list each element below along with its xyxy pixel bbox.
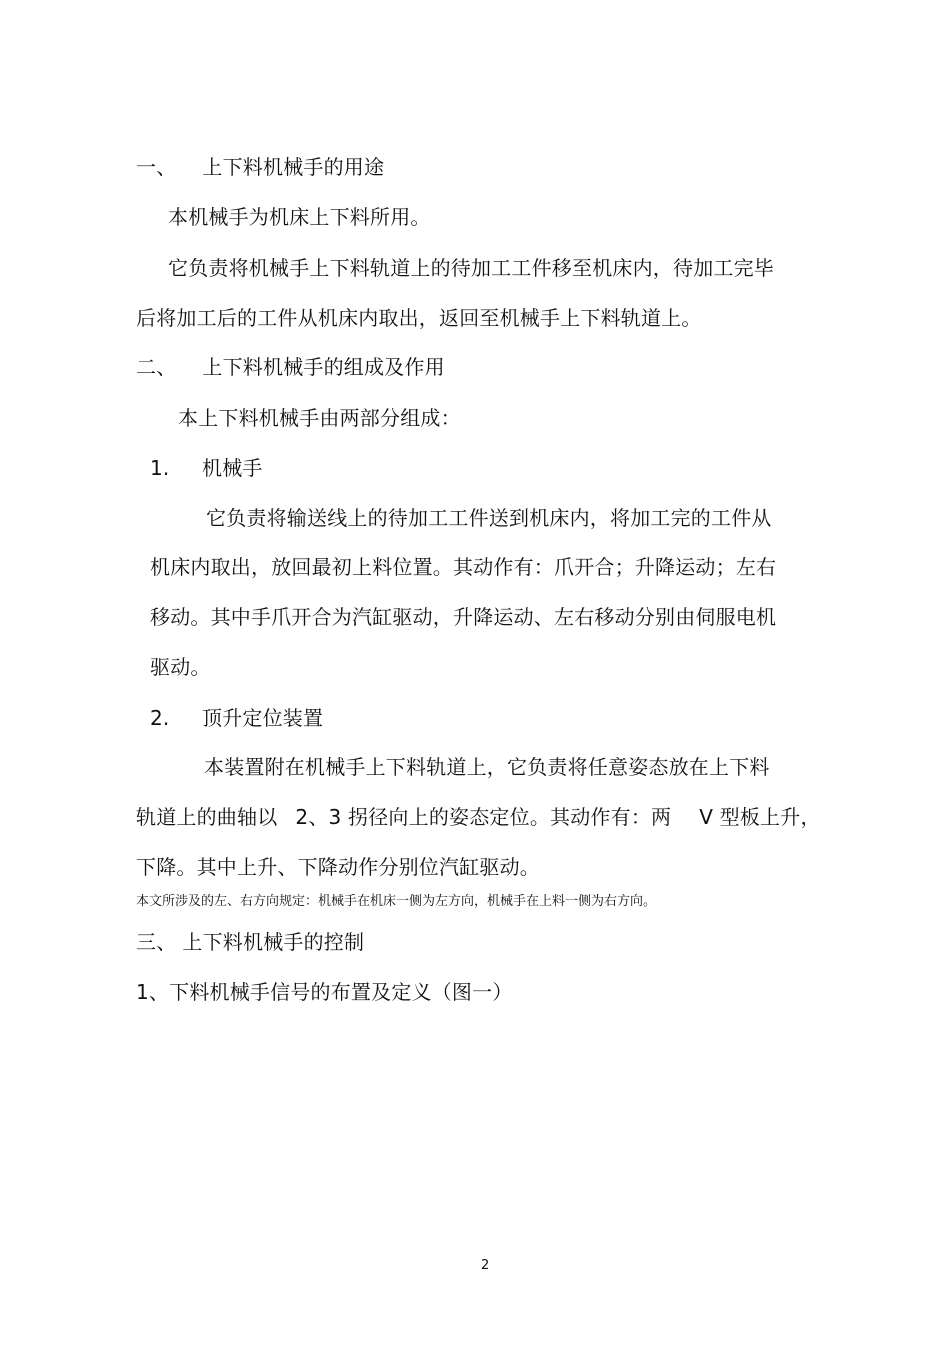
- item1-line4: 驱动。: [150, 655, 211, 679]
- item1-line1: 它负责将输送线上的待加工工件送到机床内，将加工完的工件从: [206, 506, 772, 530]
- section1-title: 上下料机械手的用途: [202, 155, 385, 179]
- page-number: 2: [481, 1258, 490, 1273]
- section1-heading: [136, 153, 384, 181]
- section3-sub1: 1、下料机械手信号的布置及定义（图一）: [136, 980, 513, 1004]
- item2-line2-part-a: 轨道上的曲轴以: [136, 805, 278, 829]
- section1-para2-line2: 后将加工后的工件从机床内取出，返回至机械手上下料轨道上。: [136, 306, 702, 330]
- section2-intro: 本上下料机械手由两部分组成：: [178, 406, 461, 430]
- item2-line2-part-b: 2、3 拐径向上的姿态定位。其动作有：两: [295, 805, 672, 829]
- item2-line2-part-c: V 型板上升，: [699, 805, 821, 829]
- section1-para1: 本机械手为机床上下料所用。: [168, 205, 431, 229]
- section1-para2-line1: 它负责将机械手上下料轨道上的待加工工件移至机床内，待加工完毕: [168, 256, 774, 280]
- direction-note: 本文所涉及的左、右方向规定：机械手在机床一侧为左方向，机械手在上料一侧为右方向。: [136, 894, 657, 909]
- section3-heading: [136, 928, 364, 956]
- section3-number: 三、: [136, 930, 177, 954]
- item1-line3: 移动。其中手爪开合为汽缸驱动，升降运动、左右移动分别由伺服电机: [150, 605, 777, 629]
- section2-number: 二、: [136, 355, 177, 379]
- item2-line3: 下降。其中上升、下降动作分别位汽缸驱动。: [136, 855, 540, 879]
- item2-heading: [150, 704, 323, 732]
- item1-title: 机械手: [202, 456, 263, 480]
- section2-title: 上下料机械手的组成及作用: [202, 355, 445, 379]
- item2-title: 顶升定位装置: [202, 706, 324, 730]
- item2-line1: 本装置附在机械手上下料轨道上，它负责将任意姿态放在上下料: [204, 755, 770, 779]
- item1-line2: 机床内取出，放回最初上料位置。其动作有：爪开合；升降运动；左右: [150, 555, 777, 579]
- item1-number: 1.: [150, 456, 170, 480]
- item2-line2: [136, 803, 821, 831]
- item2-number: 2.: [150, 706, 170, 730]
- section2-heading: [136, 353, 445, 381]
- item1-heading: [150, 454, 263, 482]
- section1-number: 一、: [136, 155, 177, 179]
- section3-title: 上下料机械手的控制: [182, 930, 365, 954]
